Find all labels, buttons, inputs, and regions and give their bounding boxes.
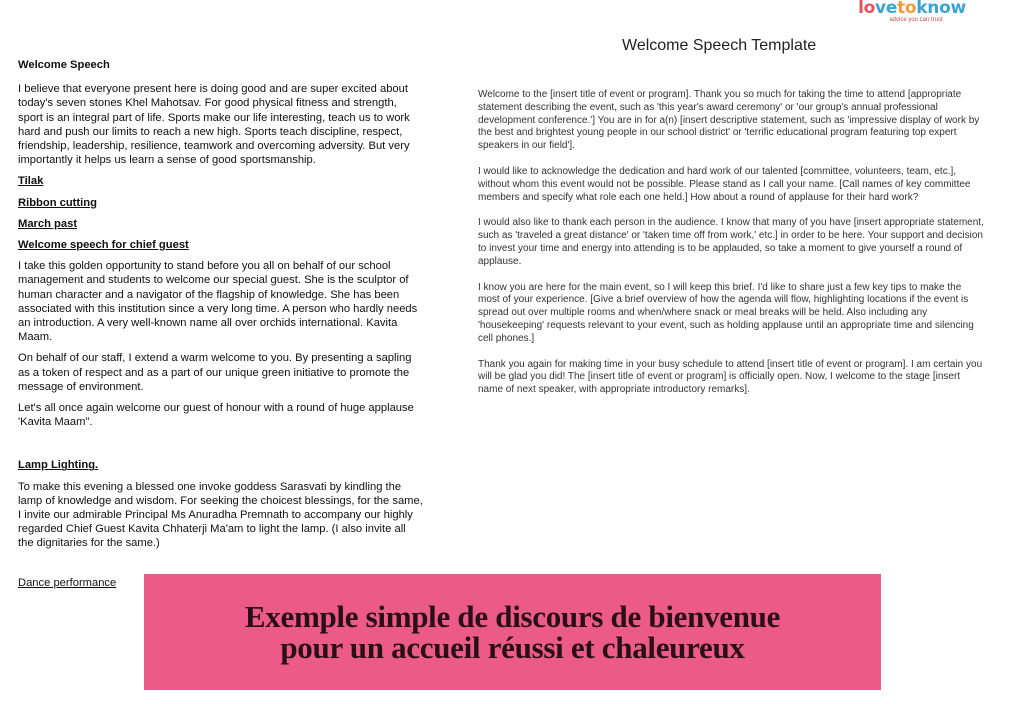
- chief-guest-paragraph-3: Let's all once again welcome our guest of honour with a round of huge applause 'Kavita Maam".: [18, 402, 414, 429]
- spacer: [18, 558, 423, 576]
- template-title: Welcome Speech Template: [622, 37, 817, 54]
- chief-guest-heading: Welcome speech for chief guest: [18, 239, 189, 252]
- agenda-item-dance: Dance performance: [18, 576, 117, 589]
- logo-wordmark: [852, 0, 972, 16]
- chief-guest-paragraph-1: I take this golden opportunity to stand before you all on behalf of our school management and students to welcome our special guest. She is the sculptor of human character and a navigator of the flagship of knowledge. She has been associated with this institution since a very long time. A person who hardly needs an introduction. A very well-known name all over orchids international. Kavita Maam.: [18, 260, 418, 344]
- logo-part-know: know: [916, 0, 966, 18]
- logo-part-to: to: [897, 0, 917, 18]
- document-heading: Welcome Speech: [18, 59, 110, 71]
- lamp-lighting-heading: Lamp Lighting.: [18, 459, 99, 472]
- template-paragraph: Welcome to the [insert title of event or program]. Thank you so much for taking the time to attend [appropriate statement describing the event, such as 'this year's award ceremony' or 'our group's annual professional development conference.'] You are in for a(n) [insert descriptive statement, such as 'impressive display of work by the best and brightest young people in our school district' or 'terrific educational program featuring top expert speakers in our field'].: [478, 89, 980, 152]
- spacer: [18, 436, 423, 458]
- lovetoknow-logo: [852, 0, 972, 24]
- intro-paragraph: I believe that everyone present here is doing good and are super excited about today's seven stones Khel Mahotsav. For good physical fitness and strength, sport is an integral part of life. Sports make our life interesting, teach us to work hard and push our limits to reach a new high. Sports teach discipline, respect, friendship, leadership, resilience, teamwork and overcoming adversity. But very importantly it helps us learn a sense of good sportsmanship.: [18, 83, 410, 167]
- title-banner: [144, 574, 881, 690]
- agenda-item-ribbon-cutting: Ribbon cutting: [18, 196, 97, 209]
- template-paragraph: I would also like to thank each person in the audience. I know that many of you have [insert appropriate statement, such as 'traveled a great distance' or 'taken time off from work,' etc.] in order to be here. Your support and decision to invest your time and energy into attending is to be applauded, so take a moment to give yourself a round of applause.: [478, 217, 984, 267]
- left-document: [18, 58, 423, 590]
- chief-guest-paragraph-2: On behalf of our staff, I extend a warm welcome to you. By presenting a sapling as a token of respect and as a part of our unique green initiative to promote the message of environment.: [18, 352, 412, 393]
- right-document: [478, 89, 984, 410]
- logo-part-lo: lo: [858, 0, 876, 18]
- logo-tagline: advice you can trust: [889, 17, 943, 23]
- template-paragraph: I would like to acknowledge the dedication and hard work of our talented [committee, volunteers, team, etc.], without whom this event would not be possible. Please stand as I call your name. [Call names of key committee members and specify what role each one held.] How about a round of applause for their hard work?: [478, 165, 971, 203]
- banner-title: Exemple simple de discours de bienvenue pour un accueil réussi et chaleureux: [244, 599, 781, 665]
- template-paragraph: Thank you again for making time in your busy schedule to attend [insert title of event or program]. I am certain you will be glad you did! The [insert title of event or program] is officially open. Now, I welcome to the stage [insert name of next speaker, with appropriate introductory remarks].: [478, 358, 983, 396]
- agenda-item-tilak: Tilak: [18, 175, 44, 188]
- agenda-item-march-past: March past: [18, 217, 78, 230]
- logo-part-ve: ve: [875, 0, 898, 18]
- lamp-lighting-paragraph: To make this evening a blessed one invoke goddess Sarasvati by kindling the lamp of knowledge and wisdom. For seeking the choicest blessings, for the same, I invite our admirable Principal Ms Anuradha Premnath to accompany our highly regarded Chief Guest Kavita Chhaterji Ma'am to light the lamp. (I also invite all the dignitaries for the same.): [18, 480, 423, 550]
- template-paragraph: I know you are here for the main event, so I will keep this brief. I'd like to share just a few key tips to make the most of your experience. [Give a brief overview of how the agenda will flow, highlighting locations if the event is spread out over multiple rooms and when/where snack or meal breaks will be held. Also including any 'housekeeping' requests relevant to your event, such as holding applause until an appropriate time and silencing cell phones.]: [478, 281, 974, 344]
